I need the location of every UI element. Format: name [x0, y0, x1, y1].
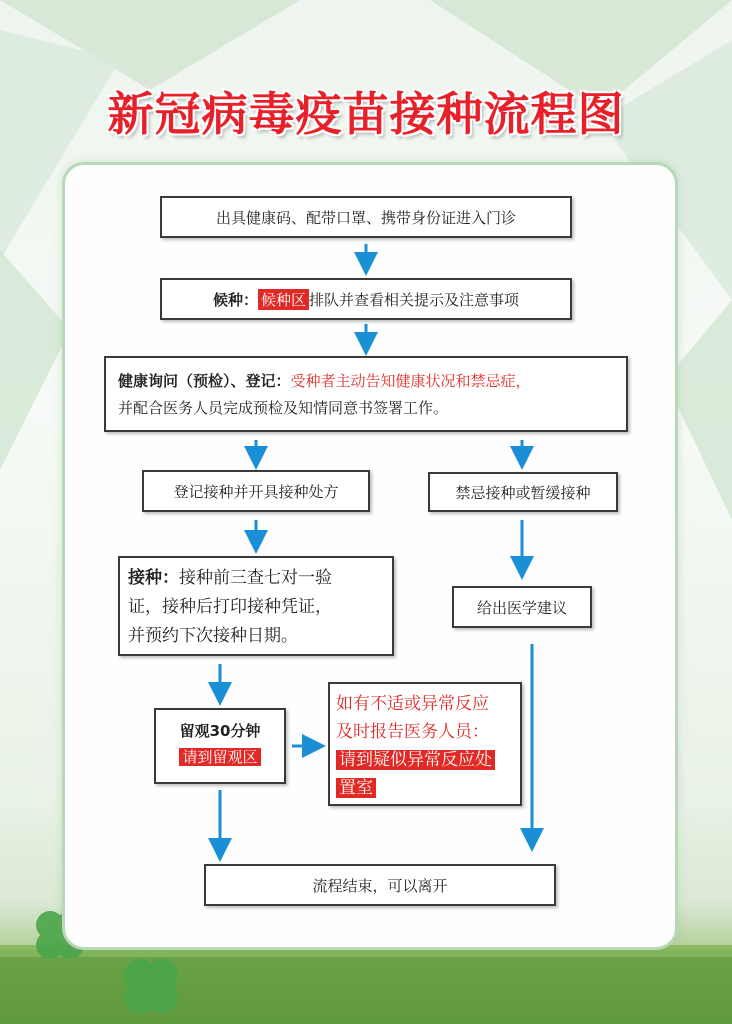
medical-advice-step	[452, 586, 592, 628]
entry-step	[160, 196, 572, 238]
reaction-line2: 及时报告医务人员：	[336, 722, 489, 742]
medical-advice-text: 给出医学建议	[476, 598, 567, 617]
register-step	[142, 470, 370, 512]
page-title: 新冠病毒疫苗接种流程图	[107, 87, 625, 141]
waiting-step	[160, 278, 572, 320]
vaccination-line3: 并预约下次接种日期。	[128, 626, 298, 646]
health-inquiry-label: 健康询问（预检）、登记：	[118, 372, 291, 390]
reaction-line1: 如有不适或异常反应	[336, 694, 489, 714]
vaccination-label: 接种：	[128, 568, 179, 588]
contraindication-text: 禁忌接种或暂缓接种	[455, 483, 591, 502]
end-text: 流程结束，可以离开	[312, 876, 448, 895]
contraindication-step	[428, 472, 618, 512]
vaccination-line1	[128, 564, 384, 593]
reaction-room-highlight: 请到疑似异常反应处	[336, 750, 495, 770]
vaccination-line1-text: 接种前三查七对一验	[179, 568, 332, 588]
vaccination-line2: 证，接种后打印接种凭证，	[128, 597, 332, 617]
waiting-text: 排队并查看相关提示及注意事项	[309, 290, 520, 309]
observation-area-highlight: 请到留观区	[179, 748, 260, 766]
health-inquiry-red-text: 受种者主动告知健康状况和禁忌症，	[290, 372, 531, 390]
waiting-label: 候种：	[212, 290, 258, 309]
waiting-area-highlight: 候种区	[258, 289, 309, 310]
observation-time: 留观30分钟	[179, 722, 261, 740]
health-inquiry-line1	[118, 368, 614, 395]
entry-text: 出具健康码、配带口罩、携带身份证进入门诊	[215, 208, 516, 227]
end-step	[204, 864, 556, 906]
vaccination-step	[118, 556, 394, 656]
observation-step	[154, 708, 286, 784]
reaction-room-highlight-2: 置室	[336, 778, 376, 798]
health-inquiry-line2: 并配合医务人员完成预检及知情同意书签署工作。	[118, 399, 449, 417]
register-text: 登记接种并开具接种处方	[173, 482, 339, 501]
adverse-reaction-step	[328, 682, 522, 806]
health-inquiry-step	[104, 356, 628, 432]
